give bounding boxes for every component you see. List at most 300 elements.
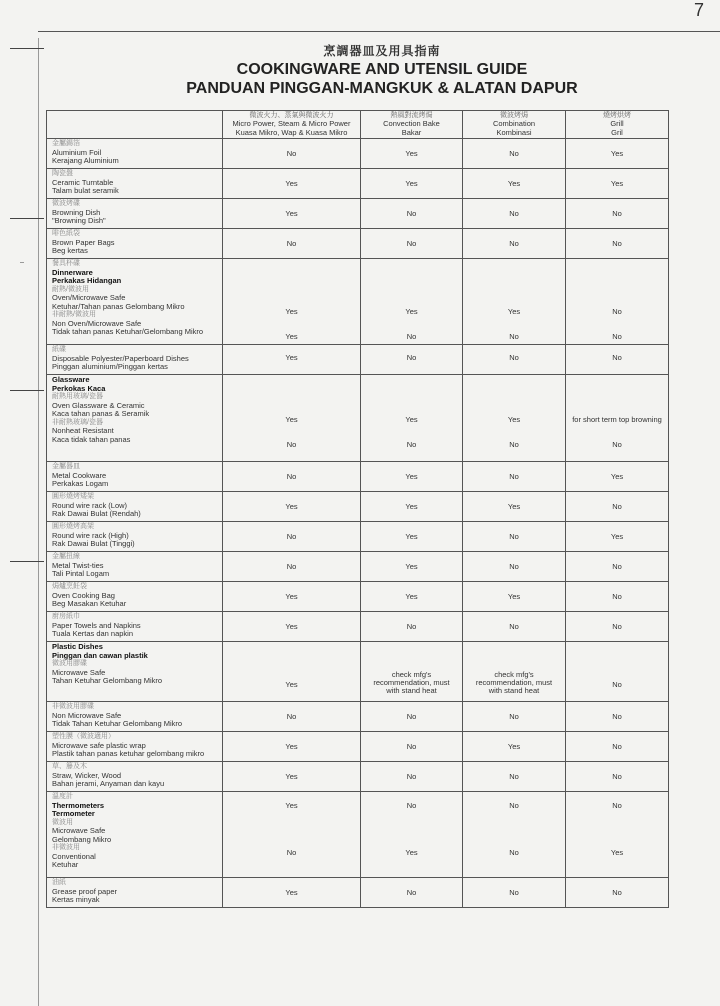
value-cell xyxy=(566,259,669,345)
value-text: No xyxy=(406,772,417,781)
item-label-zh: 紙碟 xyxy=(52,346,66,353)
item-label-ms: Tidak Tahan Ketuhar Gelombang Mikro xyxy=(52,719,183,728)
value-text: No xyxy=(509,622,519,631)
item-label-cell xyxy=(47,878,223,908)
value-cell xyxy=(361,612,463,642)
item-label-ms: Kertas minyak xyxy=(52,895,100,904)
value-cell xyxy=(463,612,566,642)
value-cell xyxy=(223,552,361,582)
item-label-zh: 金屬器皿 xyxy=(52,463,80,470)
value-text: check mfg's recommendation, must with stand heat xyxy=(373,670,450,695)
item-category-heading: Dinnerware xyxy=(52,267,93,277)
item-label-zh: 溫度計 xyxy=(52,793,73,800)
value-text: check mfg's recommendation, must with stand heat xyxy=(475,670,553,695)
item-label-zh: 草、籐及木 xyxy=(52,763,87,770)
item-label-cell xyxy=(47,582,223,612)
item-label-ms: Ketuhar/Tahan panas Gelombang Mikro xyxy=(52,301,185,311)
value-text: Yes xyxy=(285,415,298,424)
value-text: Yes xyxy=(285,772,298,781)
item-label-ms: Tali Pintal Logam xyxy=(52,569,110,578)
value-text: No xyxy=(286,440,297,449)
value-cell xyxy=(463,462,566,492)
table-row xyxy=(47,462,669,492)
table-body xyxy=(47,139,669,908)
value-text: No xyxy=(509,801,519,810)
item-label-zh: 廚房紙巾 xyxy=(52,613,80,620)
item-label-en: Oven Cooking Bag xyxy=(52,590,115,600)
value-cell xyxy=(361,259,463,345)
value-cell xyxy=(223,702,361,732)
value-text: No xyxy=(406,712,417,721)
value-cell xyxy=(566,762,669,792)
item-label-zh: 焗爐烹飪袋 xyxy=(52,583,87,590)
value-cell xyxy=(361,522,463,552)
value-text: for short term top browning xyxy=(572,415,662,424)
value-text: Yes xyxy=(285,353,298,362)
item-label-en: Conventional xyxy=(52,851,96,861)
value-cell xyxy=(463,492,566,522)
table-row xyxy=(47,492,669,522)
value-cell xyxy=(223,199,361,229)
item-label-ms: Perkakas Logam xyxy=(52,479,109,488)
value-cell xyxy=(223,229,361,259)
item-label-ms: Ketuhar xyxy=(52,860,79,869)
table-row xyxy=(47,199,669,229)
value-text: No xyxy=(509,440,519,449)
value-cell xyxy=(223,762,361,792)
value-text: No xyxy=(612,622,622,631)
margin-tick xyxy=(10,390,44,391)
value-text: Yes xyxy=(285,332,298,341)
value-text: No xyxy=(286,562,297,571)
item-label-ms: Kaca tahan panas & Seramik xyxy=(52,409,150,418)
item-label-ms: Beg Masakan Ketuhar xyxy=(52,599,127,608)
item-label-cell xyxy=(47,229,223,259)
header-combination xyxy=(463,111,566,139)
header-en: Grill xyxy=(610,119,624,129)
value-cell xyxy=(361,492,463,522)
value-cell xyxy=(566,345,669,375)
value-cell xyxy=(361,582,463,612)
value-cell xyxy=(463,878,566,908)
value-text: No xyxy=(509,239,519,248)
item-label-ms: Kaca tidak tahan panas xyxy=(52,434,131,444)
header-en: Combination xyxy=(492,119,536,129)
title-block xyxy=(44,42,720,98)
value-text: Yes xyxy=(507,179,521,188)
item-label-ms: Rak Dawai Bulat (Rendah) xyxy=(52,509,141,518)
value-cell xyxy=(566,462,669,492)
value-cell xyxy=(566,878,669,908)
value-text: Yes xyxy=(507,415,521,424)
value-text: No xyxy=(612,209,622,218)
item-label-en: Nonheat Resistant xyxy=(52,426,114,435)
item-label-zh: 塑性膜（微波適用） xyxy=(52,733,115,740)
value-cell xyxy=(223,139,361,169)
value-text: Yes xyxy=(405,472,418,481)
value-cell xyxy=(566,229,669,259)
item-label-zh: 金屬扭線 xyxy=(52,553,80,560)
value-text: No xyxy=(509,848,519,857)
item-label-en: Metal Cookware xyxy=(52,470,107,480)
item-label-cell xyxy=(47,345,223,375)
item-label-zh: 金屬錫箔 xyxy=(52,140,80,147)
item-label-cell xyxy=(47,492,223,522)
value-text: Yes xyxy=(405,562,418,571)
item-label-zh: 非微波用 xyxy=(52,844,80,851)
value-cell xyxy=(566,642,669,702)
value-text: Yes xyxy=(285,680,298,689)
item-label-ms: "Browning Dish" xyxy=(52,216,106,225)
value-text: No xyxy=(286,472,297,481)
table-row xyxy=(47,259,669,345)
item-label-zh: 微波用 xyxy=(52,818,73,826)
item-label-ms: Plastik tahan panas ketuhar gelombang mikro xyxy=(52,749,205,758)
value-cell xyxy=(223,612,361,642)
item-label-zh: 微波用膠碟 xyxy=(52,660,87,667)
item-label-en: Metal Twist-ties xyxy=(52,560,104,570)
value-text: No xyxy=(509,562,519,571)
value-cell xyxy=(361,345,463,375)
value-text: No xyxy=(612,742,622,751)
header-grill xyxy=(566,111,669,139)
value-text: No xyxy=(612,239,622,248)
value-cell xyxy=(566,492,669,522)
value-cell xyxy=(223,462,361,492)
value-cell xyxy=(463,642,566,702)
item-label-zh: 圓形燒烤矮架 xyxy=(52,493,94,500)
item-label-zh: 啡色紙袋 xyxy=(52,230,80,237)
value-cell xyxy=(361,732,463,762)
value-text: Yes xyxy=(285,742,298,751)
value-cell xyxy=(223,642,361,702)
title-chinese: 烹調器皿及用具指南 xyxy=(323,44,441,58)
header-ms: Kombinasi xyxy=(496,127,532,137)
value-text: No xyxy=(612,801,622,810)
value-text: No xyxy=(406,801,417,810)
item-label-ms: Pinggan aluminium/Pinggan kertas xyxy=(52,362,168,371)
value-cell xyxy=(566,375,669,462)
value-cell xyxy=(361,878,463,908)
value-cell xyxy=(566,702,669,732)
item-label-en: Round wire rack (High) xyxy=(52,530,129,540)
value-cell xyxy=(566,552,669,582)
value-cell xyxy=(463,199,566,229)
item-label-ms: Gelombang Mikro xyxy=(52,834,112,844)
value-text: Yes xyxy=(285,592,298,601)
utensil-guide-table xyxy=(46,110,669,908)
value-cell xyxy=(566,582,669,612)
value-text: No xyxy=(406,209,417,218)
item-label-en: Microwave safe plastic wrap xyxy=(52,740,146,750)
value-cell xyxy=(361,139,463,169)
item-label-en: Oven/Microwave Safe xyxy=(52,293,126,302)
value-cell xyxy=(463,702,566,732)
value-text: Yes xyxy=(610,179,624,188)
header-convection-bake xyxy=(361,111,463,139)
header-zh: 微波烤焗 xyxy=(500,111,528,119)
value-cell xyxy=(223,345,361,375)
margin-tick xyxy=(10,561,44,562)
value-cell xyxy=(361,169,463,199)
value-text: No xyxy=(286,239,297,248)
table-row xyxy=(47,612,669,642)
value-cell xyxy=(463,229,566,259)
value-text: Yes xyxy=(507,592,521,601)
value-text: No xyxy=(509,712,519,721)
item-label-cell xyxy=(47,259,223,345)
value-text: Yes xyxy=(405,532,418,541)
item-label-cell xyxy=(47,732,223,762)
value-text: Yes xyxy=(405,592,418,601)
value-cell xyxy=(361,792,463,878)
value-text: No xyxy=(509,888,519,897)
item-label-cell xyxy=(47,139,223,169)
item-label-en: Paper Towels and Napkins xyxy=(52,620,141,630)
table-row xyxy=(47,732,669,762)
value-cell xyxy=(361,199,463,229)
item-category-heading: Thermometers xyxy=(52,800,105,810)
margin-dash xyxy=(20,262,24,263)
value-text: No xyxy=(406,742,417,751)
value-text: No xyxy=(612,888,622,897)
table-row xyxy=(47,878,669,908)
value-text: Yes xyxy=(285,502,298,511)
item-label-zh: 圓形燒烤高架 xyxy=(52,523,94,530)
page-number: 7 xyxy=(693,0,704,20)
table-row xyxy=(47,169,669,199)
item-label-en: Microwave Safe xyxy=(52,826,106,835)
value-cell xyxy=(223,169,361,199)
item-label-zh: 非耐熱玻璃/瓷器 xyxy=(52,418,103,426)
value-cell xyxy=(223,492,361,522)
item-label-ms: Kerajang Aluminium xyxy=(52,156,119,165)
title-malay: PANDUAN PINGGAN-MANGKUK & ALATAN DAPUR xyxy=(186,80,578,97)
value-cell xyxy=(566,522,669,552)
value-cell xyxy=(463,375,566,462)
value-cell xyxy=(223,259,361,345)
value-text: No xyxy=(406,353,417,362)
value-cell xyxy=(361,552,463,582)
item-label-cell xyxy=(47,642,223,702)
header-en: Micro Power, Steam & Micro Power xyxy=(232,119,351,129)
item-label-cell xyxy=(47,762,223,792)
item-label-en: Grease proof paper xyxy=(52,886,118,896)
value-cell xyxy=(463,139,566,169)
value-text: Yes xyxy=(285,622,298,631)
item-label-zh: 非耐熱/微波用 xyxy=(52,311,96,318)
item-label-zh: 餐具杯碟 xyxy=(52,260,80,267)
header-zh: 燒烤烘烤 xyxy=(603,111,631,119)
table-row xyxy=(47,345,669,375)
value-cell xyxy=(223,792,361,878)
item-label-zh: 耐熱用玻璃/瓷器 xyxy=(52,393,103,400)
value-cell xyxy=(223,878,361,908)
margin-tick xyxy=(10,48,44,49)
item-label-en: Ceramic Turntable xyxy=(52,177,114,187)
table-row xyxy=(47,522,669,552)
item-label-zh: 非微波用膠碟 xyxy=(52,703,94,710)
item-label-zh: 油紙 xyxy=(52,879,66,886)
value-text: No xyxy=(509,149,519,158)
value-cell xyxy=(463,762,566,792)
value-text: No xyxy=(509,209,519,218)
value-text: No xyxy=(406,622,417,631)
header-ms: Gril xyxy=(611,127,623,137)
value-cell xyxy=(463,552,566,582)
margin-rule xyxy=(38,38,39,1006)
value-cell xyxy=(463,522,566,552)
value-text: No xyxy=(612,332,622,341)
item-label-zh: 微波烤碟 xyxy=(52,200,80,207)
table-row xyxy=(47,792,669,878)
value-text: No xyxy=(612,502,622,511)
value-text: Yes xyxy=(610,472,624,481)
value-text: Yes xyxy=(507,742,521,751)
item-label-en: Aluminium Foil xyxy=(52,147,102,157)
item-label-en: Brown Paper Bags xyxy=(52,237,115,247)
value-text: No xyxy=(406,332,417,341)
table-row xyxy=(47,762,669,792)
item-label-en: Microwave Safe xyxy=(52,667,106,677)
item-label-en: Disposable Polyester/Paperboard Dishes xyxy=(52,353,189,363)
header-micro-power xyxy=(223,111,361,139)
value-cell xyxy=(361,229,463,259)
value-text: Yes xyxy=(405,307,418,316)
header-zh: 微波火力、蒸氣與微波火力 xyxy=(249,111,334,119)
item-label-en: Non Microwave Safe xyxy=(52,710,122,720)
table-row xyxy=(47,702,669,732)
value-text: No xyxy=(612,353,622,362)
value-text: No xyxy=(612,772,622,781)
value-text: Yes xyxy=(285,307,298,316)
item-label-ms: Beg kertas xyxy=(52,246,88,255)
value-cell xyxy=(223,732,361,762)
value-cell xyxy=(566,732,669,762)
top-rule xyxy=(38,31,720,32)
item-label-en: Browning Dish xyxy=(52,207,101,217)
value-text: No xyxy=(612,712,622,721)
header-zh: 熱風對流烤焗 xyxy=(390,111,433,119)
value-text: No xyxy=(509,772,519,781)
value-text: No xyxy=(612,592,622,601)
item-label-ms: Tidak tahan panas Ketuhar/Gelombang Mikro xyxy=(52,327,204,336)
value-text: No xyxy=(509,353,519,362)
item-label-cell xyxy=(47,702,223,732)
value-text: No xyxy=(286,848,297,857)
value-text: No xyxy=(406,440,417,449)
header-ms: Kuasa Mikro, Wap & Kuasa Mikro xyxy=(235,127,348,137)
item-label-cell xyxy=(47,552,223,582)
item-label-en: Non Oven/Microwave Safe xyxy=(52,318,142,328)
value-text: No xyxy=(406,239,417,248)
margin-tick xyxy=(10,218,44,219)
value-cell xyxy=(223,522,361,552)
value-text: No xyxy=(286,532,297,541)
value-text: Yes xyxy=(285,888,298,897)
value-cell xyxy=(566,792,669,878)
value-text: No xyxy=(509,472,519,481)
table-row xyxy=(47,229,669,259)
table-row xyxy=(47,582,669,612)
table-row xyxy=(47,642,669,702)
table-row xyxy=(47,375,669,462)
value-text: No xyxy=(612,440,622,449)
value-cell xyxy=(361,642,463,702)
value-text: Yes xyxy=(405,179,418,188)
value-cell xyxy=(463,345,566,375)
item-label-zh: 陶瓷盤 xyxy=(52,170,73,177)
item-label-ms: Rak Dawai Bulat (Tinggi) xyxy=(52,539,135,548)
header-ms: Bakar xyxy=(401,127,422,137)
value-text: Yes xyxy=(285,179,298,188)
value-text: No xyxy=(509,332,519,341)
value-text: Yes xyxy=(405,502,418,511)
value-text: Yes xyxy=(507,307,521,316)
value-text: No xyxy=(612,307,622,316)
value-cell xyxy=(463,259,566,345)
header-en: Convection Bake xyxy=(383,119,440,129)
item-label-en: Round wire rack (Low) xyxy=(52,500,128,510)
title-english: COOKINGWARE AND UTENSIL GUIDE xyxy=(236,61,528,78)
value-text: Yes xyxy=(610,149,624,158)
item-label-ms: Bahan jerami, Anyaman dan kayu xyxy=(52,779,165,788)
value-text: No xyxy=(509,532,519,541)
value-cell xyxy=(361,702,463,732)
value-text: Yes xyxy=(610,848,624,857)
item-label-en: Straw, Wicker, Wood xyxy=(52,770,122,780)
item-category-heading: Perkakas Hidangan xyxy=(52,276,122,285)
value-cell xyxy=(223,375,361,462)
value-cell xyxy=(463,792,566,878)
item-label-cell xyxy=(47,522,223,552)
value-cell xyxy=(463,582,566,612)
value-cell xyxy=(361,375,463,462)
item-category-heading: Pinggan dan cawan plastik xyxy=(52,650,148,660)
value-cell xyxy=(566,169,669,199)
item-label-cell xyxy=(47,792,223,878)
value-text: No xyxy=(612,680,622,689)
item-label-cell xyxy=(47,462,223,492)
item-label-cell xyxy=(47,375,223,462)
value-text: No xyxy=(286,149,297,158)
table-header-row xyxy=(47,111,669,139)
value-cell xyxy=(566,199,669,229)
value-text: No xyxy=(286,712,297,721)
item-label-ms: Tuala Kertas dan napkin xyxy=(52,629,134,638)
table-row xyxy=(47,139,669,169)
value-text: Yes xyxy=(405,415,418,424)
item-label-cell xyxy=(47,199,223,229)
value-cell xyxy=(463,732,566,762)
value-text: No xyxy=(406,888,417,897)
value-cell xyxy=(566,139,669,169)
item-category-heading: Perkokas Kaca xyxy=(52,383,106,393)
item-label-zh: 耐熱/微波用 xyxy=(52,285,89,293)
item-label-cell xyxy=(47,612,223,642)
table-row xyxy=(47,552,669,582)
item-label-en: Oven Glassware & Ceramic xyxy=(52,400,145,410)
value-cell xyxy=(566,612,669,642)
value-cell xyxy=(463,169,566,199)
item-category-heading: Plastic Dishes xyxy=(52,642,103,651)
item-label-cell xyxy=(47,169,223,199)
value-text: Yes xyxy=(405,848,418,857)
header-item-column xyxy=(47,111,223,139)
value-text: Yes xyxy=(507,502,521,511)
value-text: No xyxy=(612,562,622,571)
value-text: Yes xyxy=(285,209,298,218)
